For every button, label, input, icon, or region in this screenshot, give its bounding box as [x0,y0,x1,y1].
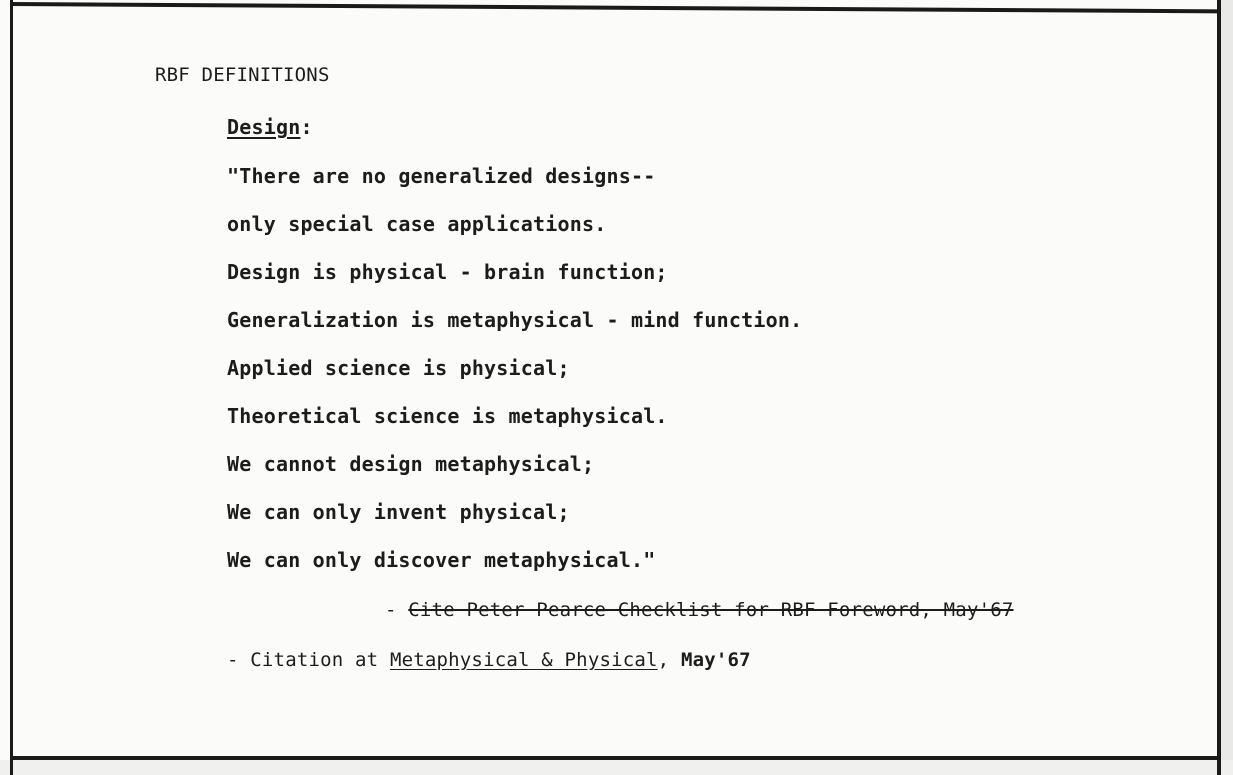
quote-line: only special case applications. [227,212,607,236]
card-border-bottom [10,756,1221,760]
struck-citation-dash: - [385,599,409,621]
quote-line: We can only discover metaphysical." [227,548,656,572]
struck-citation-text: Cite Peter Pearce Checklist for RBF Foreword, May'67 [408,599,1014,621]
quote-line: We can only invent physical; [227,500,570,524]
term-label-colon: : [300,115,313,139]
card-border-right [1217,0,1221,775]
page-title: RBF DEFINITIONS [155,64,330,86]
term-label-text: Design [227,115,301,139]
card-border-left [10,0,13,775]
struck-citation [385,598,1014,622]
term-label [227,115,313,139]
card-border-top [10,2,1221,13]
quote-line: Generalization is metaphysical - mind function. [227,308,803,332]
quote-line: Applied science is physical; [227,356,570,380]
quote-line: We cannot design metaphysical; [227,452,595,476]
scan-margin-right [1221,0,1233,775]
citation-date: May'67 [680,649,751,671]
quote-line: Theoretical science is metaphysical. [227,404,668,428]
scan-margin-bottom [0,760,1233,775]
citation-link[interactable]: Metaphysical & Physical [389,649,658,671]
quote-line: "There are no generalized designs-- [227,164,656,188]
citation-suffix: , [657,649,681,671]
citation [227,648,751,672]
quote-line: Design is physical - brain function; [227,260,668,284]
citation-prefix: - Citation at [227,649,390,671]
